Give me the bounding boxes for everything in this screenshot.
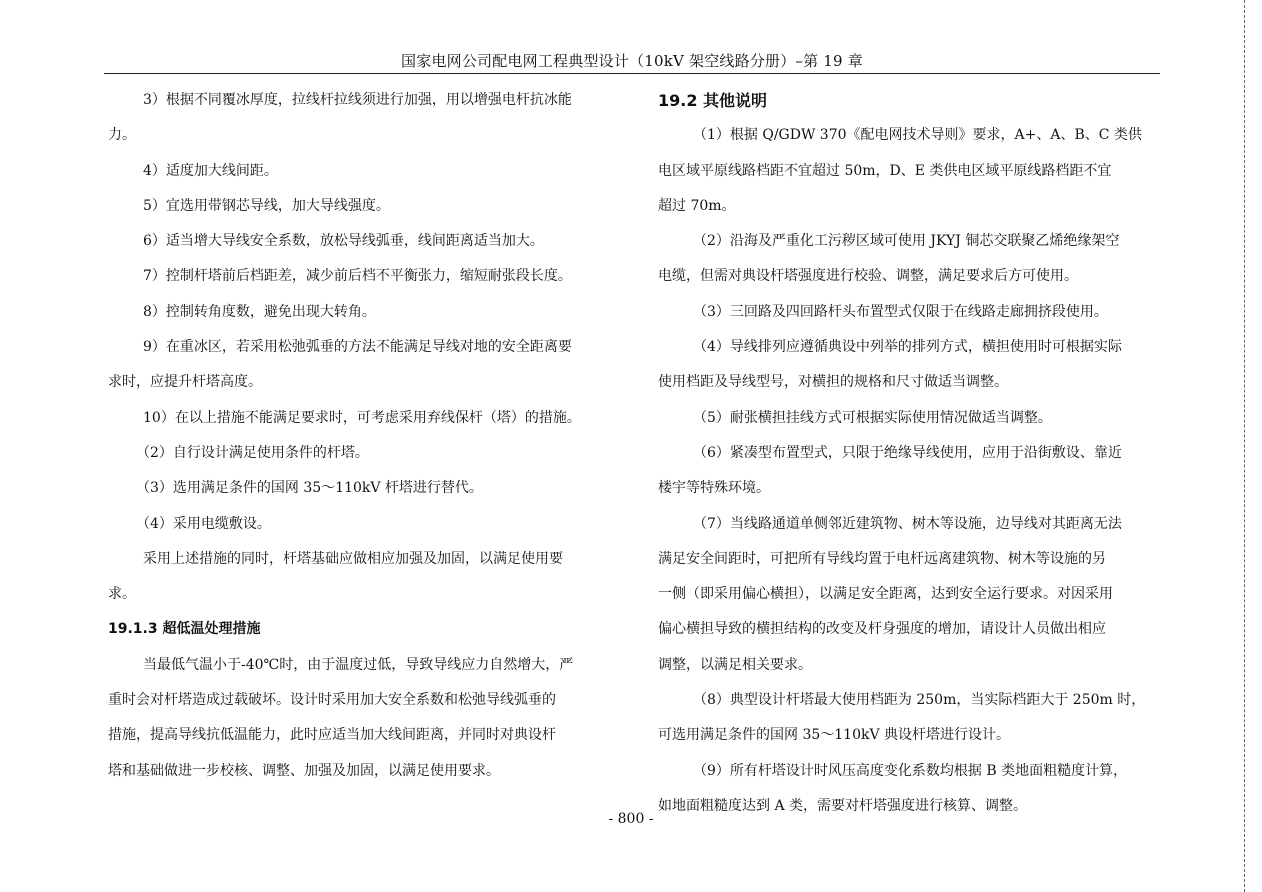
paragraph: 电缆，但需对典设杆塔强度进行校验、调整，满足要求后方可使用。 — [658, 268, 1078, 285]
header-rule — [104, 73, 1160, 74]
paragraph: 楼宇等特殊环境。 — [658, 480, 770, 497]
left-column — [108, 83, 608, 789]
paragraph: 6）适当增大导线安全系数，放松导线弧垂，线间距离适当加大。 — [143, 233, 544, 250]
paragraph: 如地面粗糙度达到 A 类，需要对杆塔强度进行核算、调整。 — [658, 797, 1028, 814]
paragraph: 满足安全间距时，可把所有导线均置于电杆远离建筑物、树木等设施的另 — [658, 550, 1106, 567]
paragraph: 重时会对杆塔造成过载破坏。设计时采用加大安全系数和松弛导线弧垂的 — [108, 692, 556, 709]
paragraph: （8）典型设计杆塔最大使用档距为 250m，当实际档距大于 250m 时， — [693, 692, 1146, 709]
paragraph: 当最低气温小于-40℃时，由于温度过低，导致导线应力自然增大，严 — [143, 656, 574, 673]
paragraph: （3）选用满足条件的国网 35～110kV 杆塔进行替代。 — [136, 480, 483, 497]
right-column — [658, 83, 1158, 824]
paragraph: 采用上述措施的同时，杆塔基础应做相应加强及加固，以满足使用要 — [143, 550, 563, 567]
paragraph: 超过 70m。 — [658, 197, 736, 214]
paragraph: 10）在以上措施不能满足要求时，可考虑采用弃线保杆（塔）的措施。 — [143, 409, 581, 426]
paragraph: 措施，提高导线抗低温能力，此时应适当加大线间距离，并同时对典设杆 — [108, 727, 556, 744]
paragraph: 一侧（即采用偏心横担），以满足安全距离，达到安全运行要求。对因采用 — [658, 586, 1113, 603]
paragraph: 8）控制转角度数，避免出现大转角。 — [143, 303, 376, 320]
section-heading: 19.2 其他说明 — [658, 91, 768, 110]
paragraph: 4）适度加大线间距。 — [143, 162, 278, 179]
paragraph: （6）紧凑型布置型式，只限于绝缘导线使用，应用于沿街敷设、靠近 — [693, 444, 1122, 461]
paragraph: 塔和基础做进一步校核、调整、加强及加固，以满足使用要求。 — [108, 762, 500, 779]
paragraph: （9）所有杆塔设计时风压高度变化系数均根据 B 类地面粗糙度计算， — [693, 762, 1128, 779]
paragraph: （7）当线路通道单侧邻近建筑物、树木等设施，边导线对其距离无法 — [693, 515, 1122, 532]
paragraph: （4）导线排列应遵循典设中列举的排列方式，横担使用时可根据实际 — [693, 339, 1122, 356]
paragraph: 3）根据不同覆冰厚度，拉线杆拉线须进行加强，用以增强电杆抗冰能 — [143, 92, 572, 108]
page-header-title: 国家电网公司配电网工程典型设计（10kV 架空线路分册）–第 19 章 — [401, 52, 863, 70]
paragraph: 电区域平原线路档距不宜超过 50m，D、E 类供电区域平原线路档距不宜 — [658, 162, 1112, 179]
paragraph: （2）沿海及严重化工污秽区域可使用 JKYJ 铜芯交联聚乙烯绝缘架空 — [693, 233, 1120, 250]
paragraph: 可选用满足条件的国网 35～110kV 典设杆塔进行设计。 — [658, 727, 1011, 744]
paragraph: 5）宜选用带钢芯导线，加大导线强度。 — [143, 197, 390, 214]
paragraph: 求时，应提升杆塔高度。 — [108, 374, 262, 391]
paragraph: 偏心横担导致的横担结构的改变及杆身强度的增加，请设计人员做出相应 — [658, 621, 1106, 638]
binding-edge-dashed-line — [1244, 0, 1245, 892]
page-number: - 800 - — [608, 811, 654, 827]
paragraph: 力。 — [108, 127, 136, 144]
subsection-heading: 19.1.3 超低温处理措施 — [108, 621, 261, 638]
paragraph: 7）控制杆塔前后档距差，减少前后档不平衡张力，缩短耐张段长度。 — [143, 268, 572, 285]
paragraph: （1）根据 Q/GDW 370《配电网技术导则》要求，A+、A、B、C 类供 — [693, 127, 1142, 144]
paragraph: （2）自行设计满足使用条件的杆塔。 — [136, 444, 369, 461]
paragraph: 调整，以满足相关要求。 — [658, 656, 812, 673]
paragraph: 求。 — [108, 586, 136, 603]
paragraph: 9）在重冰区，若采用松弛弧垂的方法不能满足导线对地的安全距离要 — [143, 339, 572, 356]
paragraph: 使用档距及导线型号，对横担的规格和尺寸做适当调整。 — [658, 374, 1008, 391]
paragraph: （4）采用电缆敷设。 — [136, 515, 271, 532]
paragraph: （3）三回路及四回路杆头布置型式仅限于在线路走廊拥挤段使用。 — [693, 303, 1108, 320]
paragraph: （5）耐张横担挂线方式可根据实际使用情况做适当调整。 — [693, 409, 1052, 426]
